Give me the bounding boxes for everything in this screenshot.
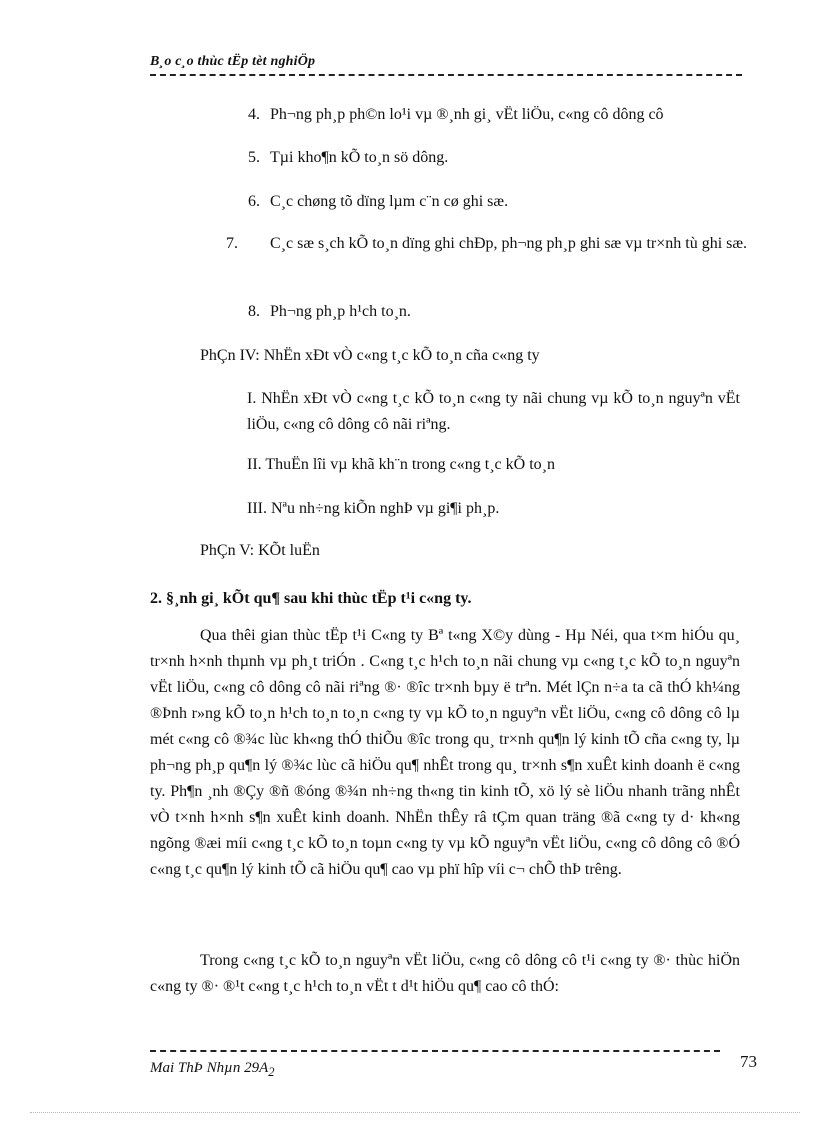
outline-item-7 <box>226 231 762 257</box>
roman-item-1: I. NhËn xÐt vÒ c«ng t¸c kÕ to¸n c«ng ty nãi chung vµ kÕ to¸n nguyªn vËt liÖu, c«ng cô dông cô nãi riªng. <box>247 390 740 433</box>
bottom-border <box>30 1112 800 1113</box>
author-name: Mai ThÞ Nhµn 29A <box>150 1060 269 1076</box>
paragraph-1: Qua thêi gian thùc tËp t¹i C«ng ty Bª t«ng X©y dùng - Hµ Néi, qua t×m hiÓu qu¸ tr×nh h×nh thµnh vµ ph¸t triÓn . C«ng t¸c h¹ch to¸n nãi chung vµ c«ng t¸c kÕ to¸n nguyªn vËt liÖu, c«ng cô dông cô nãi riªng ®· ®îc tr×nh bµy ë trªn. Mét lÇn n÷a ta cã thÓ kh¼ng ®Þnh r»ng kÕ to¸n h¹ch to¸n to¸n c«ng ty vµ kÕ to¸n nguyªn vËt liÖu, c«ng cô dông cô lµ mét c«ng cô ®¾c lùc kh«ng thÓ thiÕu ®îc trong qu¸ tr×nh qu¶n lý kinh tÕ cña c«ng ty, lµ ph¬ng ph¸p qu¶n lý ®¾c lùc cã hiÖu qu¶ nhÊt trong qu¸ tr×nh s¶n xuÊt kinh doanh ë c«ng ty. Ph¶n ¸nh ®Çy ®ñ ®óng ®¾n nh÷ng th«ng tin kinh tÕ, xö lý sè liÖu nhanh trãng nhÊt vÒ t×nh h×nh s¶n xuÊt kinh doanh. NhËn thÊy râ tÇm quan träng ®ã c«ng ty d· kh«ng ngõng ®æi míi c«ng t¸c kÕ to¸n toµn c«ng ty vµ kÕ nguyªn vËt liÖu, c«ng cô dông cô ®Ó c«ng t¸c qu¶n lý kinh tÕ cã hiÖu qu¶ cao vµ phï hîp víi c¬ chÕ thÞ trêng. <box>150 627 740 878</box>
header-title: B¸o c¸o thùc tËp tèt nghiÖp <box>150 54 316 69</box>
item-number: 4. <box>248 106 260 123</box>
item-number: 6. <box>248 193 260 210</box>
item-number: 7. <box>226 235 238 252</box>
item-number: 8. <box>248 303 260 320</box>
part-4-title: PhÇn IV: NhËn xÐt vÒ c«ng t¸c kÕ to¸n cña c«ng ty <box>200 347 540 364</box>
page-number: 73 <box>740 1052 757 1071</box>
paragraph-2: Trong c«ng t¸c kÕ to¸n nguyªn vËt liÖu, c«ng cô dông cô t¹i c«ng ty ®· thùc hiÖn c«ng ty ®· ®¹t c«ng t¸c h¹ch to¸n vËt t d¹t hiÖu qu¶ cao cô thÓ: <box>150 952 740 995</box>
item-text: Ph¬ng ph¸p h¹ch to¸n. <box>270 303 411 320</box>
page-header <box>150 54 742 76</box>
outline-item-5 <box>248 145 740 171</box>
roman-item-3: III. Nªu nh÷ng kiÕn nghÞ vµ gi¶i ph¸p. <box>247 500 500 517</box>
header-divider <box>150 74 742 76</box>
part-5-title: PhÇn V: KÕt luËn <box>200 542 320 559</box>
item-text: C¸c chøng tõ dïng lµm c¨n cø ghi sæ. <box>270 193 509 210</box>
item-text: C¸c sæ s¸ch kÕ to¸n dïng ghi chÐp, ph¬ng ph¸p ghi sæ vµ tr×nh tù ghi sæ. <box>270 235 748 252</box>
footer-author <box>150 1060 274 1080</box>
item-text: Ph¬ng ph¸p ph©n lo¹i vµ ®¸nh gi¸ vËt liÖu, c«ng cô dông cô <box>270 106 664 123</box>
outline-item-8 <box>248 299 740 325</box>
roman-item-2: II. ThuËn lîi vµ khã kh¨n trong c«ng t¸c kÕ to¸n <box>247 456 555 473</box>
outline-item-6 <box>248 189 740 215</box>
footer-divider <box>150 1050 720 1052</box>
section-heading: 2. §¸nh gi¸ kÕt qu¶ sau khi thùc tËp t¹i c«ng ty. <box>150 590 472 607</box>
item-number: 5. <box>248 149 260 166</box>
author-subscript: 2 <box>268 1065 275 1079</box>
outline-item-4 <box>248 102 740 128</box>
item-text: Tµi kho¶n kÕ to¸n sö dông. <box>270 149 449 166</box>
